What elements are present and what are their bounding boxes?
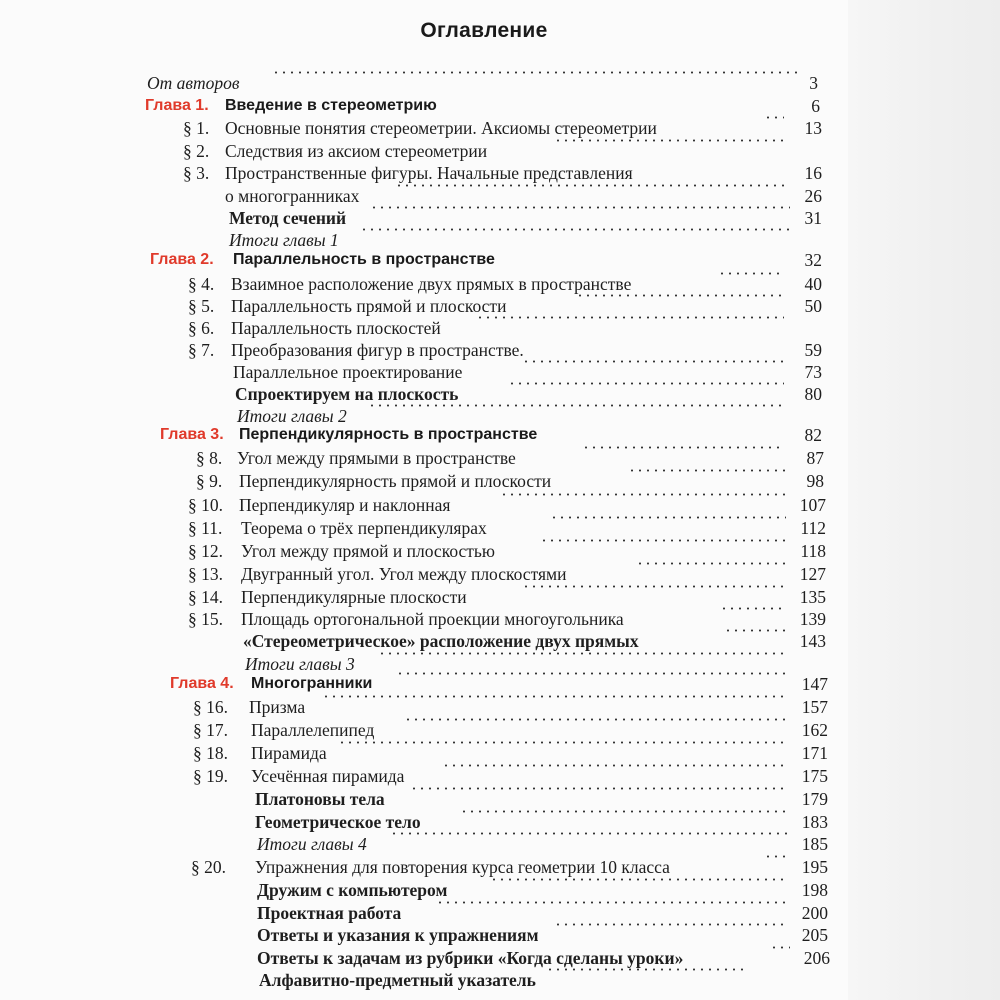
- toc-page-number: 162: [801, 720, 828, 740]
- section-number: § 14.: [188, 587, 223, 607]
- toc-row[interactable]: [0, 360, 1000, 384]
- toc-page-number: 175: [801, 766, 828, 786]
- toc-entry-text: Пространственные фигуры. Начальные представления: [225, 163, 633, 183]
- toc-page-number: 73: [804, 362, 822, 382]
- leader-dots: [540, 539, 786, 542]
- chapter-title: Перпендикулярность в пространстве: [239, 426, 538, 443]
- toc-entry-text: Следствия из аксиом стереометрии: [225, 141, 488, 161]
- toc-entry-text: Двугранный угол. Угол между плоскостями: [241, 564, 567, 584]
- toc-row[interactable]: [0, 923, 1000, 947]
- section-number: § 17.: [193, 720, 228, 740]
- toc-page-number: 206: [803, 948, 830, 968]
- toc-page-number: 139: [799, 609, 826, 629]
- section-number: § 13.: [188, 564, 223, 584]
- toc-page-number: 195: [801, 857, 828, 877]
- leader-dots: [370, 206, 790, 209]
- leader-dots: [546, 968, 746, 971]
- toc-page-number: 40: [804, 274, 822, 294]
- toc-entry-text: Угол между прямой и плоскостью: [241, 541, 495, 561]
- toc-entry-text: Спроектируем на плоскость: [235, 384, 459, 404]
- toc-page-number: 32: [804, 250, 822, 270]
- leader-dots: [500, 493, 786, 496]
- toc-entry-text: о многогранниках: [225, 186, 360, 206]
- toc-entry-text: Перпендикуляр и наклонная: [239, 495, 451, 515]
- leader-dots: [490, 878, 788, 881]
- toc-row[interactable]: [0, 855, 1000, 879]
- leader-dots: [550, 516, 786, 519]
- chapter-prefix: Глава 2.: [150, 251, 214, 268]
- leader-dots: [554, 139, 784, 142]
- toc-entry-text: Итоги главы 3: [245, 654, 355, 674]
- toc-entry-text: Платоновы тела: [255, 789, 385, 809]
- toc-row[interactable]: [0, 272, 1000, 296]
- toc-row[interactable]: [0, 161, 1000, 185]
- toc-row-chapter[interactable]: [0, 672, 1000, 696]
- leader-dots: [522, 360, 784, 363]
- toc-page-number: 87: [806, 448, 824, 468]
- leader-dots: [724, 629, 786, 632]
- chapter-title: Многогранники: [251, 675, 373, 692]
- toc-entry-text: Теорема о трёх перпендикулярах: [241, 518, 487, 538]
- section-number: § 1.: [183, 118, 210, 138]
- toc-row[interactable]: [0, 968, 1000, 992]
- toc-entry-text: Геометрическое тело: [255, 812, 421, 832]
- toc-row-chapter[interactable]: [0, 423, 1000, 447]
- leader-dots: [508, 382, 784, 385]
- toc-row[interactable]: [0, 562, 1000, 586]
- section-number: § 16.: [193, 697, 228, 717]
- toc-row[interactable]: [0, 832, 1000, 856]
- toc-entry-text: Ответы к задачам из рубрики «Когда сделаны уроки»: [257, 948, 684, 968]
- toc-row-chapter[interactable]: [0, 94, 1000, 118]
- toc-entry-text: Параллельное проектирование: [233, 362, 463, 382]
- leader-dots: [764, 116, 784, 119]
- toc-page-number: 157: [801, 697, 828, 717]
- toc-entry-text: Перпендикулярные плоскости: [241, 587, 467, 607]
- section-number: § 8.: [196, 448, 223, 468]
- section-number: § 15.: [188, 609, 223, 629]
- toc-entry-text: Дружим с компьютером: [257, 880, 448, 900]
- section-number: § 12.: [188, 541, 223, 561]
- toc-page-number: 112: [800, 518, 826, 538]
- section-number: § 7.: [188, 340, 215, 360]
- toc-entry-text: Итоги главы 4: [257, 834, 367, 854]
- toc-page-number: 16: [804, 163, 822, 183]
- toc-page-number: 26: [804, 186, 822, 206]
- toc-entry-text: Площадь ортогональной проекции многоугольника: [241, 609, 624, 629]
- toc-entry-text: Упражнения для повторения курса геометрии 10 класса: [255, 857, 670, 877]
- toc-page-number: 135: [799, 587, 826, 607]
- toc-row[interactable]: [0, 585, 1000, 609]
- leader-dots: [395, 184, 785, 187]
- toc-page-number: 179: [801, 789, 828, 809]
- leader-dots: [628, 469, 786, 472]
- toc-entry-text: Параллелепипед: [251, 720, 375, 740]
- toc-row[interactable]: [0, 516, 1000, 540]
- section-number: § 18.: [193, 743, 228, 763]
- leader-dots: [764, 855, 788, 858]
- toc-row[interactable]: [0, 629, 1000, 653]
- leader-dots: [338, 741, 788, 744]
- chapter-title: Параллельность в пространстве: [233, 251, 495, 268]
- section-number: § 4.: [188, 274, 215, 294]
- section-number: § 11.: [188, 518, 223, 538]
- toc-row[interactable]: [0, 382, 1000, 406]
- toc-row[interactable]: [0, 116, 1000, 140]
- leader-dots: [720, 607, 786, 610]
- toc-row[interactable]: [0, 764, 1000, 788]
- toc-row[interactable]: [0, 607, 1000, 631]
- toc-page-number: 107: [799, 495, 826, 515]
- toc-page-number: 185: [801, 834, 828, 854]
- toc-page-number: 6: [811, 96, 820, 116]
- leader-dots: [554, 923, 788, 926]
- toc-row[interactable]: [0, 206, 1000, 230]
- section-number: § 6.: [188, 318, 215, 338]
- toc-entry-text: Перпендикулярность прямой и плоскости: [239, 471, 552, 491]
- section-number: § 5.: [188, 296, 215, 316]
- toc-row[interactable]: [0, 184, 1000, 208]
- toc-page-number: 198: [801, 880, 828, 900]
- toc-row[interactable]: [0, 718, 1000, 742]
- leader-dots: [390, 832, 788, 835]
- toc-entry-text: Ответы и указания к упражнениям: [257, 925, 539, 945]
- toc-page-number: 98: [806, 471, 824, 491]
- toc-page-number: 200: [801, 903, 828, 923]
- chapter-title: Введение в стереометрию: [225, 97, 437, 114]
- leader-dots: [410, 787, 788, 790]
- toc-row[interactable]: [0, 810, 1000, 834]
- toc-row[interactable]: [0, 294, 1000, 318]
- toc-row[interactable]: [0, 446, 1000, 470]
- toc-page-number: 143: [799, 631, 826, 651]
- toc-title: Оглавление: [420, 19, 548, 42]
- toc-entry-text: Основные понятия стереометрии. Аксиомы стереометрии: [225, 118, 657, 138]
- section-number: § 10.: [188, 495, 223, 515]
- toc-entry-text: Преобразования фигур в пространстве.: [231, 340, 524, 360]
- toc-page-number: 127: [799, 564, 826, 584]
- toc-page-number: 147: [801, 674, 828, 694]
- leader-dots: [404, 718, 788, 721]
- toc-page-number: 183: [801, 812, 828, 832]
- toc-row[interactable]: [0, 71, 1000, 95]
- section-number: § 20.: [191, 857, 226, 877]
- toc-entry-text: Параллельность плоскостей: [231, 318, 441, 338]
- leader-dots: [582, 446, 784, 449]
- toc-page-number: 59: [804, 340, 822, 360]
- toc-entry-text: «Стереометрическое» расположение двух прямых: [243, 631, 639, 651]
- toc-row[interactable]: [0, 316, 1000, 340]
- leader-dots: [476, 316, 784, 319]
- chapter-prefix: Глава 4.: [170, 675, 234, 692]
- toc-row-chapter[interactable]: [0, 248, 1000, 272]
- toc-entry-text: Итоги главы 2: [237, 406, 347, 426]
- toc-row[interactable]: [0, 338, 1000, 362]
- toc-row[interactable]: [0, 878, 1000, 902]
- leader-dots: [436, 901, 788, 904]
- toc-row[interactable]: [0, 139, 1000, 163]
- toc-row[interactable]: [0, 695, 1000, 719]
- section-number: § 19.: [193, 766, 228, 786]
- toc-page-number: 31: [804, 208, 822, 228]
- section-number: § 2.: [183, 141, 210, 161]
- toc-page-number: 3: [809, 73, 818, 93]
- leader-dots: [272, 71, 802, 74]
- toc-entry-text: Угол между прямыми в пространстве: [237, 448, 516, 468]
- toc-row[interactable]: [0, 539, 1000, 563]
- toc-entry-text: Взаимное расположение двух прямых в пространстве: [231, 274, 632, 294]
- leader-dots: [718, 272, 784, 275]
- leader-dots: [522, 585, 786, 588]
- toc-row[interactable]: [0, 787, 1000, 811]
- leader-dots: [576, 294, 784, 297]
- chapter-prefix: Глава 1.: [145, 97, 209, 114]
- toc-row[interactable]: [0, 469, 1000, 493]
- toc-entry-text: Параллельность прямой и плоскости: [231, 296, 507, 316]
- toc-row[interactable]: [0, 741, 1000, 765]
- toc-entry-text: Метод сечений: [229, 208, 347, 228]
- toc-row[interactable]: [0, 493, 1000, 517]
- leader-dots: [322, 695, 788, 698]
- toc-row[interactable]: [0, 901, 1000, 925]
- toc-entry-text: Итоги главы 1: [229, 230, 339, 250]
- leader-dots: [442, 764, 788, 767]
- toc-page-number: 171: [801, 743, 828, 763]
- section-number: § 9.: [196, 471, 223, 491]
- toc-page-number: 80: [804, 384, 822, 404]
- leader-dots: [460, 810, 788, 813]
- leader-dots: [396, 672, 786, 675]
- leader-dots: [368, 404, 784, 407]
- toc-entry-text: Призма: [249, 697, 306, 717]
- toc-page-number: 50: [804, 296, 822, 316]
- leader-dots: [770, 946, 790, 949]
- toc-page-number: 82: [804, 425, 822, 445]
- toc-entry-text: Пирамида: [251, 743, 327, 763]
- toc-row[interactable]: [0, 946, 1000, 970]
- toc-page-number: 13: [804, 118, 822, 138]
- toc-entry-text: От авторов: [147, 73, 240, 93]
- leader-dots: [636, 562, 786, 565]
- toc-page-number: 118: [800, 541, 826, 561]
- section-number: § 3.: [183, 163, 210, 183]
- leader-dots: [378, 652, 788, 655]
- chapter-prefix: Глава 3.: [160, 426, 224, 443]
- toc-entry-text: Усечённая пирамида: [251, 766, 405, 786]
- leader-dots: [360, 228, 790, 231]
- toc-page-number: 205: [801, 925, 828, 945]
- toc-entry-text: Алфавитно-предметный указатель: [259, 970, 536, 990]
- toc-entry-text: Проектная работа: [257, 903, 402, 923]
